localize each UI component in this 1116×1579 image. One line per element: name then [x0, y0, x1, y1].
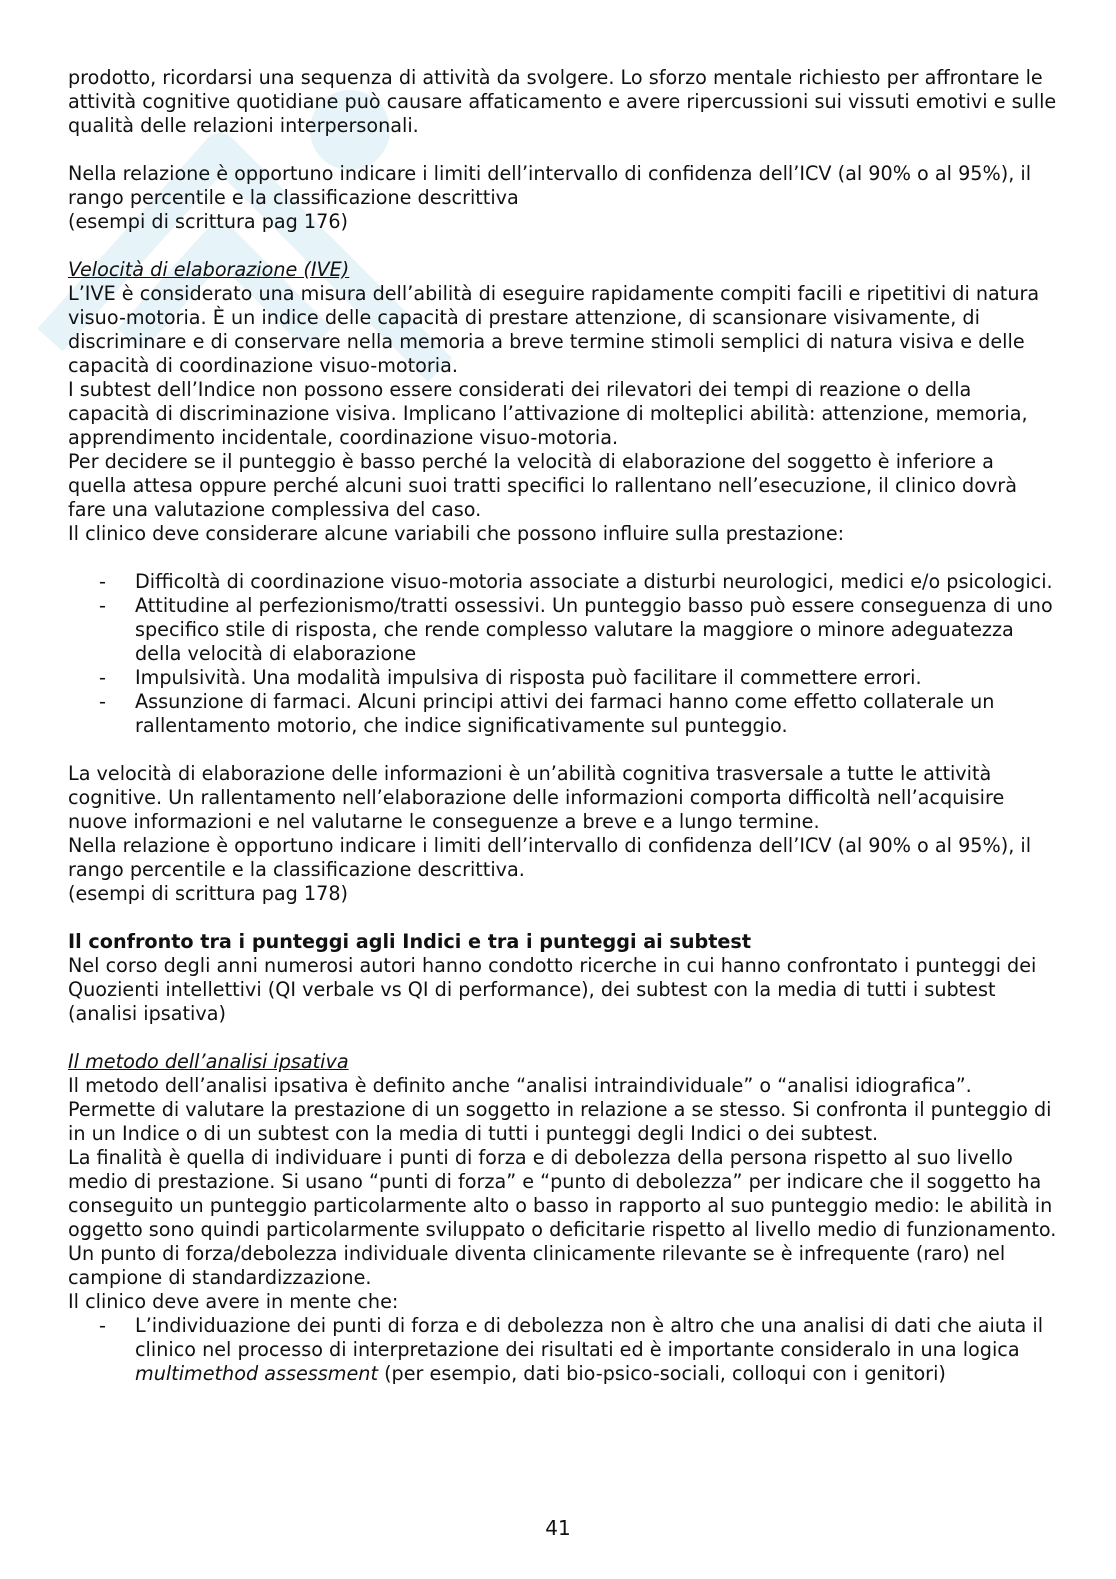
paragraph-intro: prodotto, ricordarsi una sequenza di attività da svolgere. Lo sforzo mentale richiesto per affrontare le attività cognitive quotidiane può causare affaticamento e avere ripercussioni sui vissuti emotivi e sulle qualità delle relazioni interpersonali. — [68, 66, 1057, 137]
paragraph-ive-variabili: Il clinico deve considerare alcune variabili che possono influire sulla prestazione: — [68, 522, 845, 545]
heading-confronto-punteggi: Il confronto tra i punteggi agli Indici e tra i punteggi ai subtest — [68, 930, 752, 953]
list-item: - Attitudine al perfezionismo/tratti ossessivi. Un punteggio basso può essere conseguenza di uno specifico stile di risposta, che rende complesso valutare la maggiore o minore adeguatezza della velocità di elaborazione — [68, 594, 1058, 666]
heading-analisi-ipsativa: Il metodo dell’analisi ipsativa — [68, 1050, 349, 1073]
paragraph-ipsativa-clinico: Il clinico deve avere in mente che: — [68, 1290, 399, 1313]
list-item — [68, 1314, 1058, 1386]
paragraph-esempi-178: (esempi di scrittura pag 178) — [68, 882, 349, 905]
paragraph-confronto: Nel corso degli anni numerosi autori hanno condotto ricerche in cui hanno confrontato i punteggi dei Quozienti intellettivi (QI verbale vs QI di performance), dei subtest con la media di tutti i subtest (analisi ipsativa) — [68, 954, 1037, 1025]
list-clinico — [68, 1314, 1058, 1386]
list-item-text-end: (per esempio, dati bio-psico-sociali, colloqui con i genitori) — [377, 1362, 946, 1385]
paragraph-icv-relazione-2: Nella relazione è opportuno indicare i limiti dell’intervallo di confidenza dell’ICV (al 90% o al 95%), il rango percentile e la classificazione descrittiva. — [68, 834, 1032, 881]
list-variabili — [68, 570, 1058, 738]
paragraph-ive-subtest: I subtest dell’Indice non possono essere considerati dei rilevatori dei tempi di reazione o della capacità di discriminazione visiva. Implicano l’attivazione di molteplici abilità: attenzione, memoria, apprendimento incidentale, coordinazione visuo-motoria. — [68, 378, 1028, 449]
paragraph-ive-decidere: Per decidere se il punteggio è basso perché la velocità di elaborazione del soggetto è inferiore a quella attesa oppure perché alcuni suoi tratti specifici lo rallentano nell’esecuzione, il clinico dovrà fare una valutazione complessiva del caso. — [68, 450, 1017, 521]
list-item-text: L’individuazione dei punti di forza e di debolezza non è altro che una analisi di dati che aiuta il clinico nel processo di interpretazione dei risultati ed è importante consideralo in una logica — [135, 1314, 1044, 1361]
paragraph-icv-relazione: Nella relazione è opportuno indicare i limiti dell’intervallo di confidenza dell’ICV (al 90% o al 95%), il rango percentile e la classificazione descrittiva — [68, 162, 1032, 209]
paragraph-esempi-176: (esempi di scrittura pag 176) — [68, 210, 349, 233]
list-item-emphasis: multimethod assessment — [135, 1362, 378, 1385]
paragraph-ive-definizione: L’IVE è considerato una misura dell’abilità di eseguire rapidamente compiti facili e ripetitivi di natura visuo-motoria. È un indice delle capacità di prestare attenzione, di scansionare visivamente, di discriminare e di conservare nella memoria a breve termine stimoli semplici di natura visiva e delle capacità di coordinazione visuo-motoria. — [68, 282, 1040, 377]
list-item: - Difficoltà di coordinazione visuo-motoria associate a disturbi neurologici, medici e/o psicologici. — [68, 570, 1058, 594]
list-item: - Assunzione di farmaci. Alcuni principi attivi dei farmaci hanno come effetto collaterale un rallentamento motorio, che indice significativamente sul punteggio. — [68, 690, 1058, 738]
heading-velocita-elaborazione: Velocità di elaborazione (IVE) — [68, 258, 350, 281]
list-item: - Impulsività. Una modalità impulsiva di risposta può facilitare il commettere errori. — [68, 666, 1058, 690]
page-number: 41 — [545, 1516, 571, 1540]
paragraph-ipsativa-rilevante: Un punto di forza/debolezza individuale diventa clinicamente rilevante se è infrequente (raro) nel campione di standardizzazione. — [68, 1242, 1006, 1289]
paragraph-velocita-trasversale: La velocità di elaborazione delle informazioni è un’abilità cognitiva trasversale a tutte le attività cognitive. Un rallentamento nell’elaborazione delle informazioni comporta difficoltà nell’acquisire nuove informazioni e nel valutarne le conseguenze a breve e a lungo termine. — [68, 762, 1005, 833]
document-body — [68, 66, 1058, 1386]
paragraph-ipsativa-definizione: Il metodo dell’analisi ipsativa è definito anche “analisi intraindividuale” o “analisi idiografica”. Permette di valutare la prestazione di un soggetto in relazione a se stesso. Si confronta il punteggio di in un Indice o di un subtest con la media di tutti i punteggi degli Indici o dei subtest. — [68, 1074, 1052, 1145]
paragraph-ipsativa-finalita: La finalità è quella di individuare i punti di forza e di debolezza della persona rispetto al suo livello medio di prestazione. Si usano “punti di forza” e “punto di debolezza” per indicare che il soggetto ha conseguito un punteggio particolarmente alto o basso in rapporto al suo punteggio medio: le abilità in oggetto sono quindi particolarmente sviluppato o deficitarie rispetto al livello medio di funzionamento. — [68, 1146, 1057, 1241]
